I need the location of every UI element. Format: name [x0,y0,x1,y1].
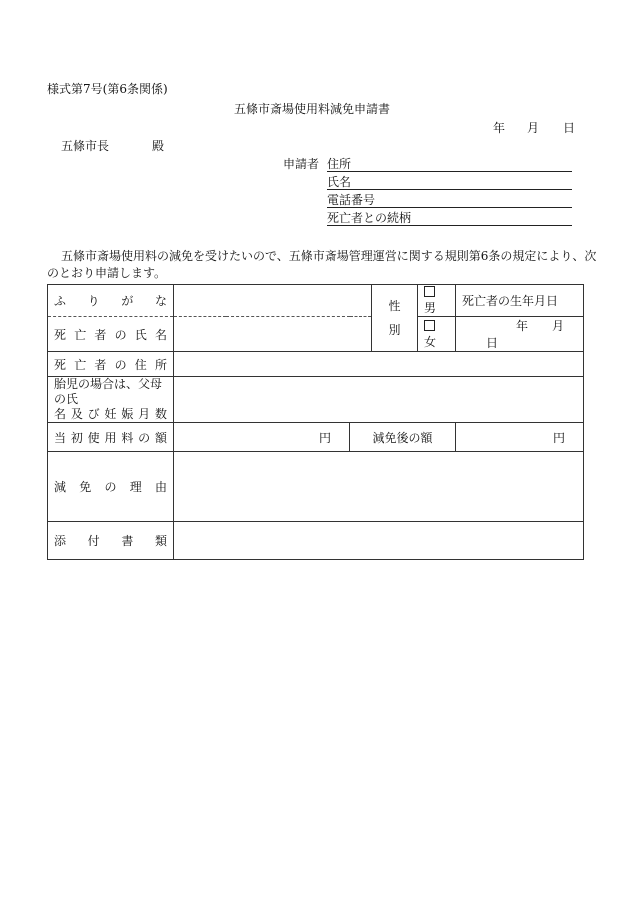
address-input[interactable] [174,352,584,377]
applicant-relationship-field[interactable] [327,211,572,226]
deceased-name-label: 死亡者の氏名 [48,317,174,352]
birthdate-input[interactable] [456,317,584,352]
date-day: 日 [563,121,576,135]
body-text-line1: 五條市斎場使用料の減免を受けたいので、五條市斎場管理運営に関する規則第6条の規定により、次 [61,249,597,263]
female-label: 女 [424,334,437,349]
attachments-label: 添付書類 [48,522,174,560]
applicant-label: 申請者 [283,157,320,171]
birthdate-label: 死亡者の生年月日 [456,285,584,317]
page-title: 五條市斎場使用料減免申請書 [234,102,391,116]
yen-unit-1: 円 [318,430,331,445]
yen-unit-2: 円 [553,430,566,445]
male-checkbox[interactable] [424,286,435,297]
applicant-address-label: 住所 [327,157,352,171]
after-reduction-label: 減免後の額 [350,423,456,452]
date-year: 年 [493,121,506,135]
addressee-honorific: 殿 [152,139,165,153]
applicant-phone-label: 電話番号 [327,193,376,207]
applicant-address-field[interactable] [327,157,572,172]
fetus-label [48,377,174,423]
birth-day: 日 [486,336,499,350]
female-checkbox[interactable] [424,320,435,331]
sex-label-1: 性 [388,299,401,313]
form-number: 様式第7号(第6条関係) [47,82,168,96]
fetus-input[interactable] [174,377,584,423]
initial-fee-input[interactable] [174,423,350,452]
applicant-name-field[interactable] [327,175,572,190]
furigana-label: ふりがな [48,285,174,317]
body-text-line2: のとおり申請します。 [47,266,167,280]
applicant-relationship-label: 死亡者との続柄 [327,211,412,225]
reason-label: 減免の理由 [48,452,174,522]
furigana-input[interactable] [174,285,372,317]
fetus-label-line1: 胎児の場合は、父母の氏 [54,377,163,406]
address-label: 死亡者の住所 [48,352,174,377]
reason-input[interactable] [174,452,584,522]
initial-fee-label: 当初使用料の額 [48,423,174,452]
birth-month: 月 [552,319,565,333]
birth-year: 年 [516,319,529,333]
addressee-mayor: 五條市長 [61,139,110,153]
sex-label [372,285,418,352]
sex-female-option[interactable] [418,317,456,352]
male-label: 男 [424,301,437,315]
sex-male-option[interactable] [418,285,456,317]
fetus-label-line2: 名及び妊娠月数 [54,407,167,421]
applicant-name-label: 氏名 [327,175,352,189]
applicant-phone-field[interactable] [327,193,572,208]
application-table [47,284,584,560]
sex-label-2: 別 [388,323,401,337]
after-reduction-input[interactable] [456,423,584,452]
attachments-input[interactable] [174,522,584,560]
deceased-name-input[interactable] [174,317,372,352]
date-month: 月 [527,121,540,135]
